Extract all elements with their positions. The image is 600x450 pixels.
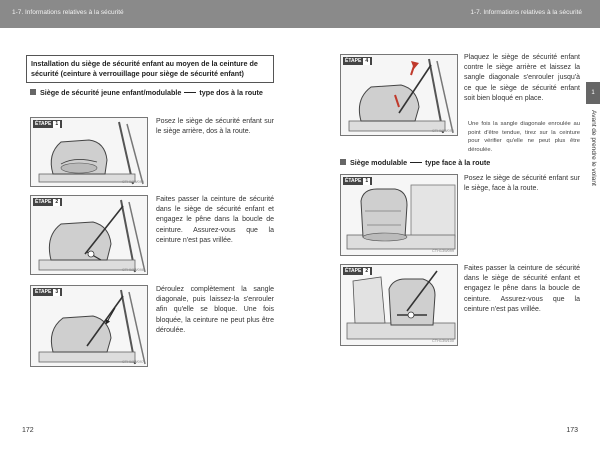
subheading-forward-facing: Siège modulable type face à la route [340,158,580,168]
step-badge: ÉTAPE 3 [33,288,62,296]
figure-code: CTH13W099 [432,249,454,253]
step-badge: ÉTAPE 2 [33,198,62,206]
page-number-left: 172 [22,427,34,434]
illustration-rear-facing-seat-3 [31,286,148,367]
figure-code: CTH13W095 [122,180,144,184]
illustration-forward-facing-seat-2 [341,265,458,346]
illustration-rear-facing-seat-1 [31,118,148,187]
step-2-text: Faites passer la ceinture de sécurité dans le siège de sécurité enfant et engagez le pêne dans la boucle de ceinture. Assurez-vous que la ceinture n'est pas vrillée. [156,196,274,244]
figure-code: CTH13W097 [122,360,144,364]
chapter-tab: 1 [586,82,600,104]
forward-step-1-text: Posez le siège de sécurité enfant sur le siège, face à la route. [464,175,580,193]
left-page [0,28,300,450]
bullet-square-icon [340,159,346,165]
step-4-text: Plaquez le siège de sécurité enfant contre le siège arrière et laissez la sangle diagonale s'enrouler jusqu'à ce que le siège de sécurité enfant soit bien bloqué en place. [464,54,580,102]
step-badge: ÉTAPE 1 [343,177,372,185]
step-badge: ÉTAPE 4 [343,57,372,65]
figure-forward-step-2 [340,264,458,346]
step-4-note: Une fois la sangle diagonale enroulée au point d'être tendue, tirez sur la ceinture pour vérifier qu'elle ne peut plus être déroulée. [468,121,580,153]
page-number-right: 173 [566,427,578,434]
page-header [0,0,600,28]
section-title: Installation du siège de sécurité enfant au moyen de la ceinture de sécurité (ceinture à verrouillage pour siège de sécurité enfant) [31,59,258,78]
figure-code: CTH13W098 [432,129,454,133]
header-left-title: 1-7. Informations relatives à la sécurité [12,9,124,16]
step-badge: ÉTAPE 1 [33,120,62,128]
bullet-square-icon [30,89,36,95]
illustration-forward-facing-seat-1 [341,175,458,256]
illustration-rear-facing-seat-2 [31,196,148,275]
forward-step-2-text: Faites passer la ceinture de sécurité dans le siège de sécurité enfant et engagez le pêne dans la boucle de ceinture. Assurez-vous que la ceinture n'est pas vrillée. [464,265,580,313]
header-right-title: 1-7. Informations relatives à la sécurité [470,9,582,16]
figure-step-3 [30,285,148,367]
section-title-box [26,55,274,83]
chapter-side-label: Avant de prendre le volant [590,110,597,186]
figure-step-4 [340,54,458,136]
dash-separator [184,92,196,93]
illustration-rear-facing-seat-4 [341,55,458,136]
right-page [300,28,600,450]
figure-step-2 [30,195,148,275]
figure-code: CTH13W096 [122,268,144,272]
subheading-rear-facing: Siège de sécurité jeune enfant/modulable type dos à la route [30,88,274,98]
step-1-text: Posez le siège de sécurité enfant sur le siège arrière, dos à la route. [156,118,274,136]
figure-code: CTH13W100 [432,339,454,343]
dash-separator [410,162,422,163]
figure-step-1 [30,117,148,187]
figure-forward-step-1 [340,174,458,256]
step-3-text: Déroulez complètement la sangle diagonale, puis laissez-la s'enrouler afin qu'elle se bloque. Une fois bloquée, la ceinture ne peut plus être déroulée. [156,286,274,334]
step-badge: ÉTAPE 2 [343,267,372,275]
